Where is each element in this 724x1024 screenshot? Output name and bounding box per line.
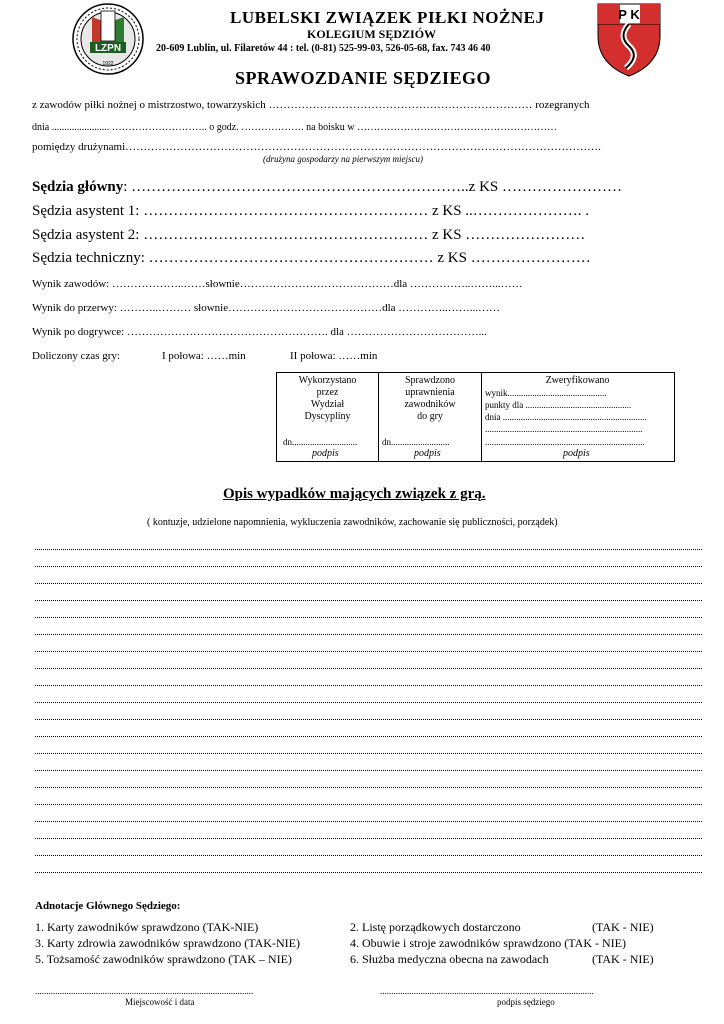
table-podpis-1: podpis bbox=[312, 448, 339, 459]
annotation-2-answer: (TAK - NIE) bbox=[592, 920, 654, 934]
place-date-label: Miejscowość i data bbox=[125, 997, 195, 1007]
table-col-verified-lines: wynik............................................ punkty dla ............................................... dnia ................................................................ ...................................................................... bbox=[485, 388, 647, 434]
second-half-time: II połowa: ……min bbox=[290, 350, 378, 362]
annotation-3: 3. Karty zdrowia zawodników sprawdzono (TAK-NIE) bbox=[35, 936, 300, 950]
extratime-line: Wynik po dogrywce: ………………………………………………. dla ………………………………... bbox=[32, 326, 487, 338]
technical-line: Sędzia techniczny: ………………………………………………… z KS …………………… bbox=[32, 250, 591, 266]
signature-label: podpis sędziego bbox=[497, 997, 555, 1007]
annotation-6-answer: (TAK - NIE) bbox=[592, 952, 654, 966]
annotation-2: 2. Listę porządkowych dostarczono bbox=[350, 920, 521, 934]
table-podpis-2: podpis bbox=[414, 448, 441, 459]
incidents-subtitle: ( kontuzje, udzielone napomnienia, wykluczenia zawodników, zachowanie się publiczności, porządek) bbox=[147, 517, 558, 528]
table-col-verified-head: Zweryfikowano bbox=[545, 375, 610, 386]
assistant-2-line: Sędzia asystent 2: ………………………………………………… z KS …………………… bbox=[32, 227, 586, 243]
svg-text:P K: P K bbox=[618, 7, 640, 22]
annotation-5: 5. Tożsamość zawodników sprawdzono (TAK – NIE) bbox=[35, 952, 292, 966]
table-col-discipline: Wykorzystano przez Wydział Dyscypliny bbox=[298, 375, 357, 422]
table-sign-dn-3: ....................................................................... bbox=[485, 437, 645, 447]
dept-name: KOLEGIUM SĘDZIÓW bbox=[307, 27, 437, 41]
teams-line: pomiędzy drużynami…………………………………………………………………………………………………………………. bbox=[32, 141, 601, 153]
place-date-dots: ................................................................................................. bbox=[35, 986, 254, 996]
lzpn-logo bbox=[70, 3, 146, 75]
halftime-line: Wynik do przerwy: ………..……… słownie……………………………………dla …………..……...…… bbox=[32, 302, 501, 314]
teams-note: (drużyna gospodarzy na pierwszym miejscu) bbox=[263, 154, 423, 164]
org-name: LUBELSKI ZWIĄZEK PIŁKI NOŻNEJ bbox=[230, 8, 545, 27]
svg-text:LZPN: LZPN bbox=[94, 43, 122, 54]
annotations-title: Adnotacje Głównego Sędziego: bbox=[35, 900, 181, 912]
org-address: 20-609 Lublin, ul. Filaretów 44 : tel. (0-81) 525-99-03, 526-05-68, fax. 743 46 40 bbox=[156, 43, 491, 54]
signature-dots: ............................................................................................... bbox=[380, 986, 594, 996]
annotation-6: 6. Służba medyczna obecna na zawodach bbox=[350, 952, 549, 966]
table-sign-dn-2: dn.......................... bbox=[382, 437, 450, 447]
table-sign-dn-1: dn............................. bbox=[283, 437, 358, 447]
table-podpis-3: podpis bbox=[563, 448, 590, 459]
added-time-label: Doliczony czas gry: bbox=[32, 350, 120, 362]
page-title: SPRAWOZDANIE SĘDZIEGO bbox=[235, 68, 492, 88]
annotation-1: 1. Karty zawodników sprawdzono (TAK-NIE) bbox=[35, 920, 259, 934]
referee-main-label: Sędzia główny bbox=[32, 179, 124, 195]
table-col-eligibility: Sprawdzono uprawnienia zawodników do gry bbox=[404, 375, 456, 422]
result-line: Wynik zawodów: ………………..……słownie……………………………………dla ……………..……...…… bbox=[32, 278, 523, 290]
first-half-time: I połowa: ……min bbox=[162, 350, 246, 362]
pk-shield-logo bbox=[596, 2, 662, 78]
competition-line: z zawodów piłki nożnej o mistrzostwo, towarzyskich ……………………………………………………………… rozegranych bbox=[32, 99, 590, 111]
incidents-title: Opis wypadków mających związek z grą. bbox=[223, 486, 486, 502]
assistant-1-line: Sędzia asystent 1: ………………………………………………… z KS ..…………………. . bbox=[32, 203, 590, 219]
referee-main-line bbox=[32, 179, 622, 196]
annotation-4: 4. Obuwie i stroje zawodników sprawdzono (TAK - NIE) bbox=[350, 936, 626, 950]
referee-main-fill: : …………………………………………………………..z KS …………………… bbox=[123, 179, 623, 195]
svg-text:1922: 1922 bbox=[102, 61, 114, 67]
date-venue-line: dnia ....................... ……………………….. o godz. ………………. na boisku w …………………………………………………… bbox=[32, 122, 557, 133]
